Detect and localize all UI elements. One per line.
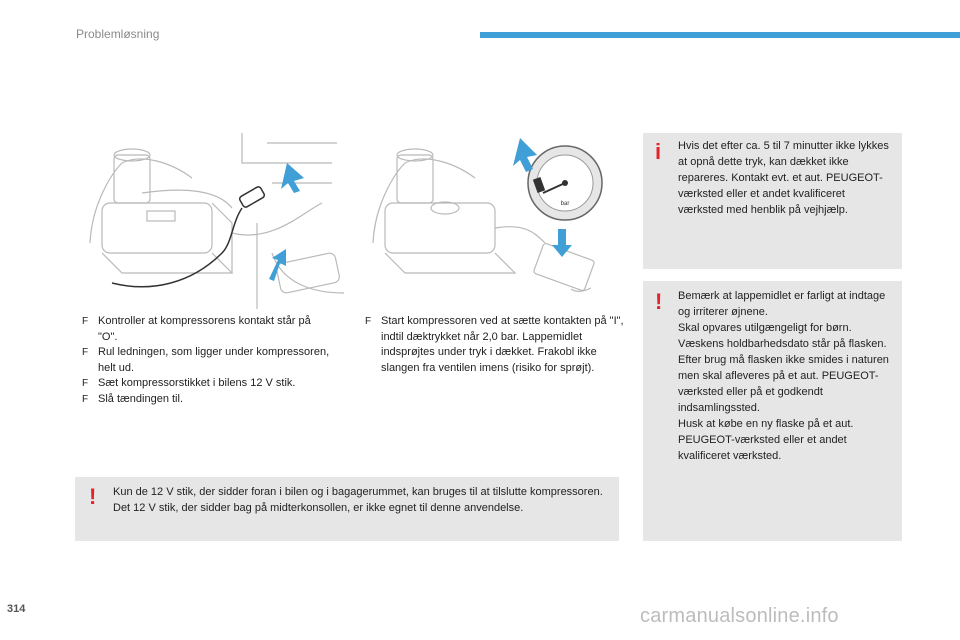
instruction-step — [365, 314, 627, 376]
instructions-left — [82, 314, 332, 407]
instruction-step — [82, 392, 332, 408]
instruction-step — [82, 376, 332, 392]
step-text: Start kompressoren ved at sætte kontakten på "I", indtil dæktrykket når 2,0 bar. Lappemidlet indsprøjtes under tryk i dækket. Frakobl ikke slangen fra ventilen imens (risiko for sprøjt). — [381, 315, 624, 374]
info-box — [643, 133, 902, 269]
bullet-marker: F — [82, 378, 89, 389]
bullet-marker: F — [82, 316, 89, 327]
section-title: Problemløsning — [76, 27, 160, 41]
instruction-step — [82, 345, 332, 376]
info-icon: i — [655, 139, 662, 164]
warning-icon: ! — [89, 484, 97, 509]
warning-icon: ! — [655, 289, 663, 314]
step-text: Kontroller at kompressorens kontakt står på "O". — [98, 315, 311, 343]
step-text: Sæt kompressorstikket i bilens 12 V stik. — [98, 377, 296, 389]
bullet-marker: F — [82, 347, 89, 358]
step-text: Slå tændingen til. — [98, 392, 183, 405]
gauge-unit-label: bar — [560, 201, 570, 207]
instruction-step — [82, 314, 332, 345]
info-text: Hvis det efter ca. 5 til 7 minutter ikke lykkes at opnå dette tryk, kan dækket ikke repareres. Kontakt evt. et aut. PEUGEOT-værksted eller et andet kvalificeret værksted med henblik på vejhjælp. — [678, 140, 889, 216]
sealant-warning-box — [643, 281, 902, 541]
page-number: 314 — [7, 603, 26, 615]
bullet-marker: F — [82, 393, 89, 405]
sealant-warning-text: Bemærk at lappemidlet er farligt at indtage og irriterer øjnene. Skal opvares utilgængeligt for børn. Væskens holdbarhedsdato står på flasken. Efter brug må flasken ikke smides i naturen men skal afleveres på et aut. PEUGEOT-værksted eller på et godkendt indsamlingssted. Husk at købe en ny flaske på et aut. PEUGEOT-værksted eller et andet kvalificeret værksted. — [678, 290, 889, 462]
bullet-marker: F — [365, 316, 372, 327]
header-accent-bar — [480, 32, 960, 38]
socket-warning-text: Kun de 12 V stik, der sidder foran i bilen og i bagagerummet, kan bruges til at tilslutte kompressoren. Det 12 V stik, der sidder bag på midterkonsollen, er ikke egnet til denne anvendelse. — [113, 486, 603, 514]
step-text: Rul ledningen, som ligger under kompressoren, helt ud. — [98, 346, 330, 374]
compressor-connection-illustration — [82, 133, 344, 309]
gauge-illustration — [365, 133, 615, 309]
socket-warning-box — [75, 477, 619, 541]
watermark: carmanualsonline.info — [640, 605, 839, 627]
instructions-right — [365, 314, 627, 376]
